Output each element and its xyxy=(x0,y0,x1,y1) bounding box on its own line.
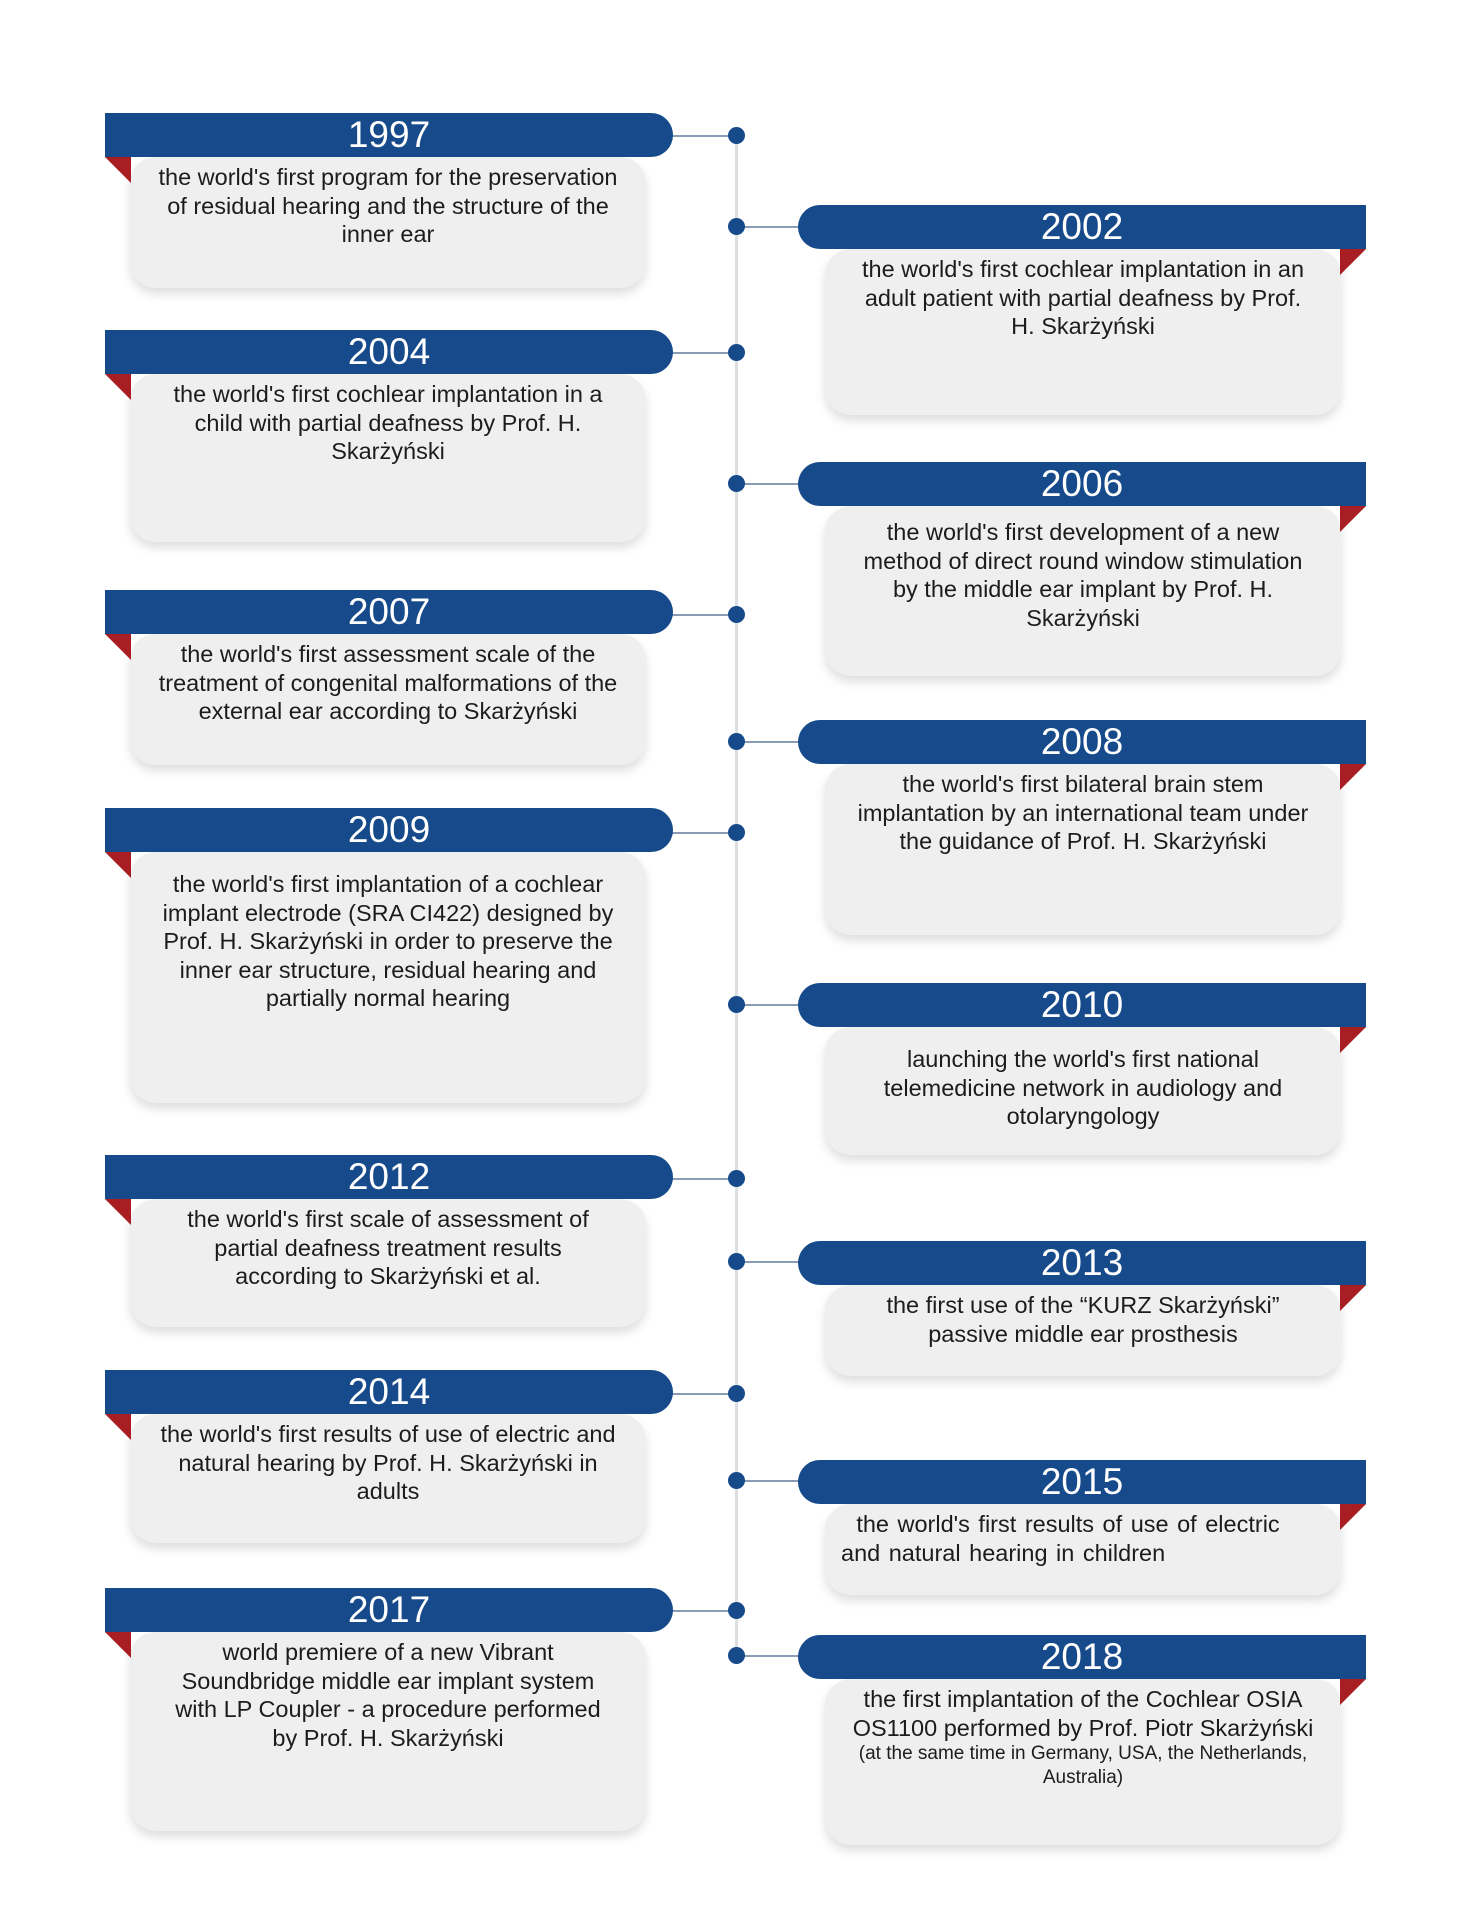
timeline-dot-2004 xyxy=(728,344,745,361)
timeline-dot-2013 xyxy=(728,1253,745,1270)
connector-2015 xyxy=(735,1480,805,1482)
event-year: 2009 xyxy=(105,808,673,852)
event-description: the world's first program for the preservation of residual hearing and the structure of the inner ear xyxy=(130,157,646,288)
event-year: 2015 xyxy=(798,1460,1366,1504)
event-card-2010 xyxy=(798,983,1366,1155)
ribbon-fold xyxy=(105,1414,131,1440)
event-card-2009 xyxy=(105,808,673,1103)
connector-2018 xyxy=(735,1655,805,1657)
ribbon-fold xyxy=(105,157,131,183)
ribbon-fold xyxy=(105,852,131,878)
timeline-dot-2017 xyxy=(728,1602,745,1619)
event-description: the first use of the “KURZ Skarżyński” passive middle ear prosthesis xyxy=(825,1285,1341,1376)
event-card-2018 xyxy=(798,1635,1366,1845)
event-year: 2014 xyxy=(105,1370,673,1414)
ribbon-fold xyxy=(1340,764,1366,790)
event-description: the world's first assessment scale of the treatment of congenital malformations of the external ear according to Skarżyński xyxy=(130,634,646,765)
event-year: 1997 xyxy=(105,113,673,157)
event-card-2004 xyxy=(105,330,673,542)
timeline-dot-2012 xyxy=(728,1170,745,1187)
event-year: 2002 xyxy=(798,205,1366,249)
ribbon-fold xyxy=(1340,1027,1366,1053)
ribbon-fold xyxy=(105,374,131,400)
timeline-dot-2002 xyxy=(728,218,745,235)
timeline-dot-2014 xyxy=(728,1385,745,1402)
event-description: the world's first scale of assessment of partial deafness treatment results according to Skarżyński et al. xyxy=(130,1199,646,1327)
timeline-dot-2006 xyxy=(728,475,745,492)
timeline-dot-2015 xyxy=(728,1472,745,1489)
ribbon-fold xyxy=(1340,1679,1366,1705)
event-year: 2018 xyxy=(798,1635,1366,1679)
ribbon-fold xyxy=(1340,1285,1366,1311)
event-description: the world's first results of use of electric and natural hearing in children xyxy=(825,1504,1341,1595)
event-description: the world's first cochlear implantation in a child with partial deafness by Prof. H. Skarżyński xyxy=(130,374,646,542)
timeline-dot-2010 xyxy=(728,996,745,1013)
event-year: 2013 xyxy=(798,1241,1366,1285)
event-year: 2006 xyxy=(798,462,1366,506)
event-year: 2008 xyxy=(798,720,1366,764)
ribbon-fold xyxy=(1340,506,1366,532)
event-description-block xyxy=(825,1679,1341,1845)
event-card-2015 xyxy=(798,1460,1366,1595)
event-description: world premiere of a new Vibrant Soundbridge middle ear implant system with LP Coupler - a procedure performed by Prof. H. Skarżyński xyxy=(130,1632,646,1831)
event-year: 2012 xyxy=(105,1155,673,1199)
timeline-dot-2009 xyxy=(728,824,745,841)
event-card-2014 xyxy=(105,1370,673,1543)
event-card-2002 xyxy=(798,205,1366,415)
event-year: 2007 xyxy=(105,590,673,634)
event-year: 2010 xyxy=(798,983,1366,1027)
event-description: the world's first results of use of electric and natural hearing by Prof. H. Skarżyński in adults xyxy=(130,1414,646,1543)
event-description: the world's first development of a new method of direct round window stimulation by the middle ear implant by Prof. H. Skarżyński xyxy=(825,506,1341,676)
ribbon-fold xyxy=(105,634,131,660)
event-description: launching the world's first national telemedicine network in audiology and otolaryngology xyxy=(825,1027,1341,1155)
timeline-dot-2007 xyxy=(728,606,745,623)
timeline-dot-2018 xyxy=(728,1647,745,1664)
ribbon-fold xyxy=(105,1632,131,1658)
event-card-1997 xyxy=(105,113,673,288)
timeline-dot-1997 xyxy=(728,127,745,144)
event-card-2017 xyxy=(105,1588,673,1831)
event-note: (at the same time in Germany, USA, the Netherlands, Australia) xyxy=(858,1743,1308,1788)
ribbon-fold xyxy=(1340,1504,1366,1530)
connector-2002 xyxy=(735,226,805,228)
event-year: 2017 xyxy=(105,1588,673,1632)
event-card-2008 xyxy=(798,720,1366,935)
event-description: the first implantation of the Cochlear OSIA OS1100 performed by Prof. Piotr Skarżyński xyxy=(852,1686,1314,1741)
event-description: the world's first cochlear implantation in an adult patient with partial deafness by Prof. H. Skarżyński xyxy=(825,249,1341,415)
event-description: the world's first implantation of a cochlear implant electrode (SRA CI422) designed by Prof. H. Skarżyński in order to preserve the inner ear structure, residual hearing and partially normal hearing xyxy=(130,852,646,1103)
connector-2010 xyxy=(735,1004,805,1006)
timeline-dot-2008 xyxy=(728,733,745,750)
event-card-2012 xyxy=(105,1155,673,1327)
event-card-2013 xyxy=(798,1241,1366,1376)
event-card-2007 xyxy=(105,590,673,765)
event-year: 2004 xyxy=(105,330,673,374)
ribbon-fold xyxy=(1340,249,1366,275)
ribbon-fold xyxy=(105,1199,131,1225)
timeline-axis xyxy=(735,135,738,1660)
event-card-2006 xyxy=(798,462,1366,676)
connector-2008 xyxy=(735,741,805,743)
connector-2013 xyxy=(735,1261,805,1263)
connector-2006 xyxy=(735,483,805,485)
event-description: the world's first bilateral brain stem implantation by an international team under the guidance of Prof. H. Skarżyński xyxy=(825,764,1341,935)
